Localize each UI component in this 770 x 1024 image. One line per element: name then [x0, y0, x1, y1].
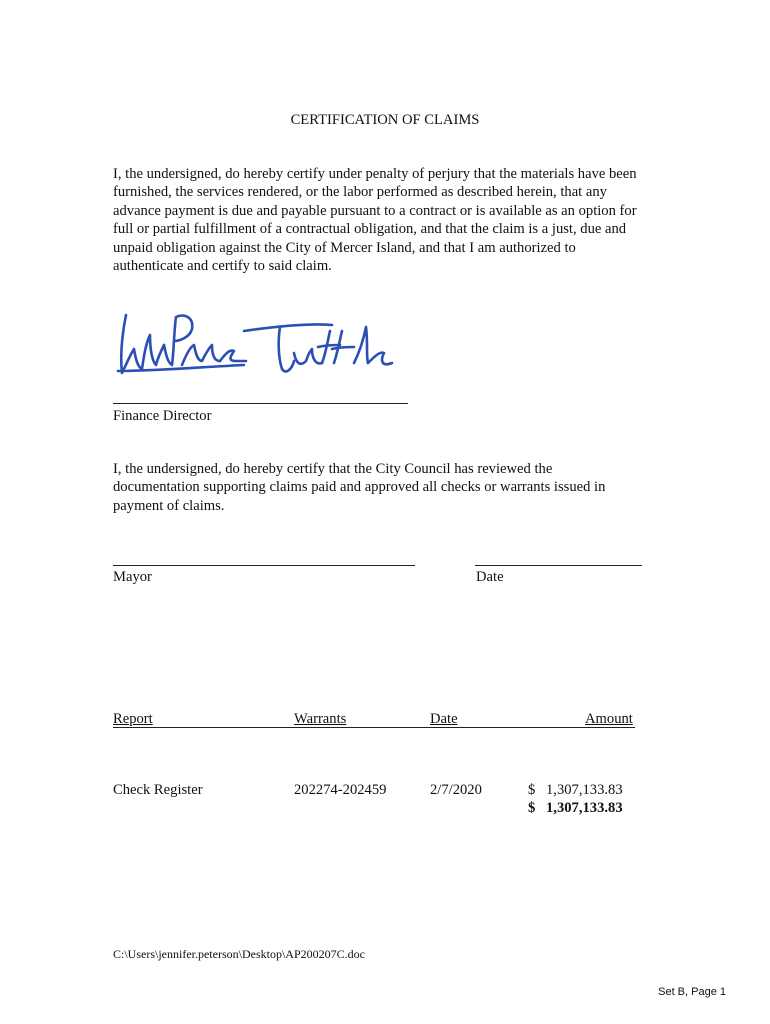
mayor-label: Mayor: [113, 569, 152, 585]
finance-signature-line: [113, 403, 408, 404]
page-number: Set B, Page 1: [658, 986, 726, 998]
certification-paragraph-finance: [113, 165, 673, 275]
finance-director-label: Finance Director: [113, 408, 212, 424]
finance-director-signature: [112, 305, 402, 397]
row-warrants: 202274-202459: [294, 782, 387, 798]
date-label: Date: [476, 569, 504, 585]
paragraph-line: documentation supporting claims paid and approved all checks or warrants issued in: [113, 479, 606, 496]
paragraph-line: I, the undersigned, do hereby certify under penalty of perjury that the materials have been: [113, 166, 637, 182]
total-amount-currency: $: [528, 800, 536, 816]
paragraph-line: payment of claims.: [113, 497, 225, 514]
certification-paragraph-council: [113, 460, 673, 515]
header-underline: [113, 727, 635, 728]
document-title: CERTIFICATION OF CLAIMS: [290, 112, 480, 128]
row-report: Check Register: [113, 782, 203, 798]
paragraph-line: authenticate and certify to said claim.: [113, 258, 332, 275]
paragraph-line: furnished, the services rendered, or the labor performed as described herein, that any: [113, 184, 607, 201]
date-signature-line: [475, 565, 642, 566]
header-report: Report: [113, 711, 153, 727]
row-date: 2/7/2020: [430, 782, 482, 798]
paragraph-line: full or partial fulfillment of a contractual obligation, and that the claim is a just, due and: [113, 221, 627, 238]
total-amount: 1,307,133.83: [546, 800, 623, 816]
header-date: Date: [430, 711, 458, 727]
paragraph-line: unpaid obligation against the City of Mercer Island, and that I am authorized to: [113, 239, 576, 256]
header-warrants: Warrants: [294, 711, 347, 727]
paragraph-line: I, the undersigned, do hereby certify that the City Council has reviewed the: [113, 461, 553, 477]
mayor-signature-line: [113, 565, 415, 566]
document-file-path: C:\Users\jennifer.peterson\Desktop\AP200207C.doc: [113, 947, 365, 961]
header-amount: Amount: [585, 711, 633, 727]
row-amount: 1,307,133.83: [546, 782, 623, 798]
paragraph-line: advance payment is due and payable pursuant to a contract or is available as an option for: [113, 202, 637, 219]
row-amount-currency: $: [528, 782, 536, 798]
